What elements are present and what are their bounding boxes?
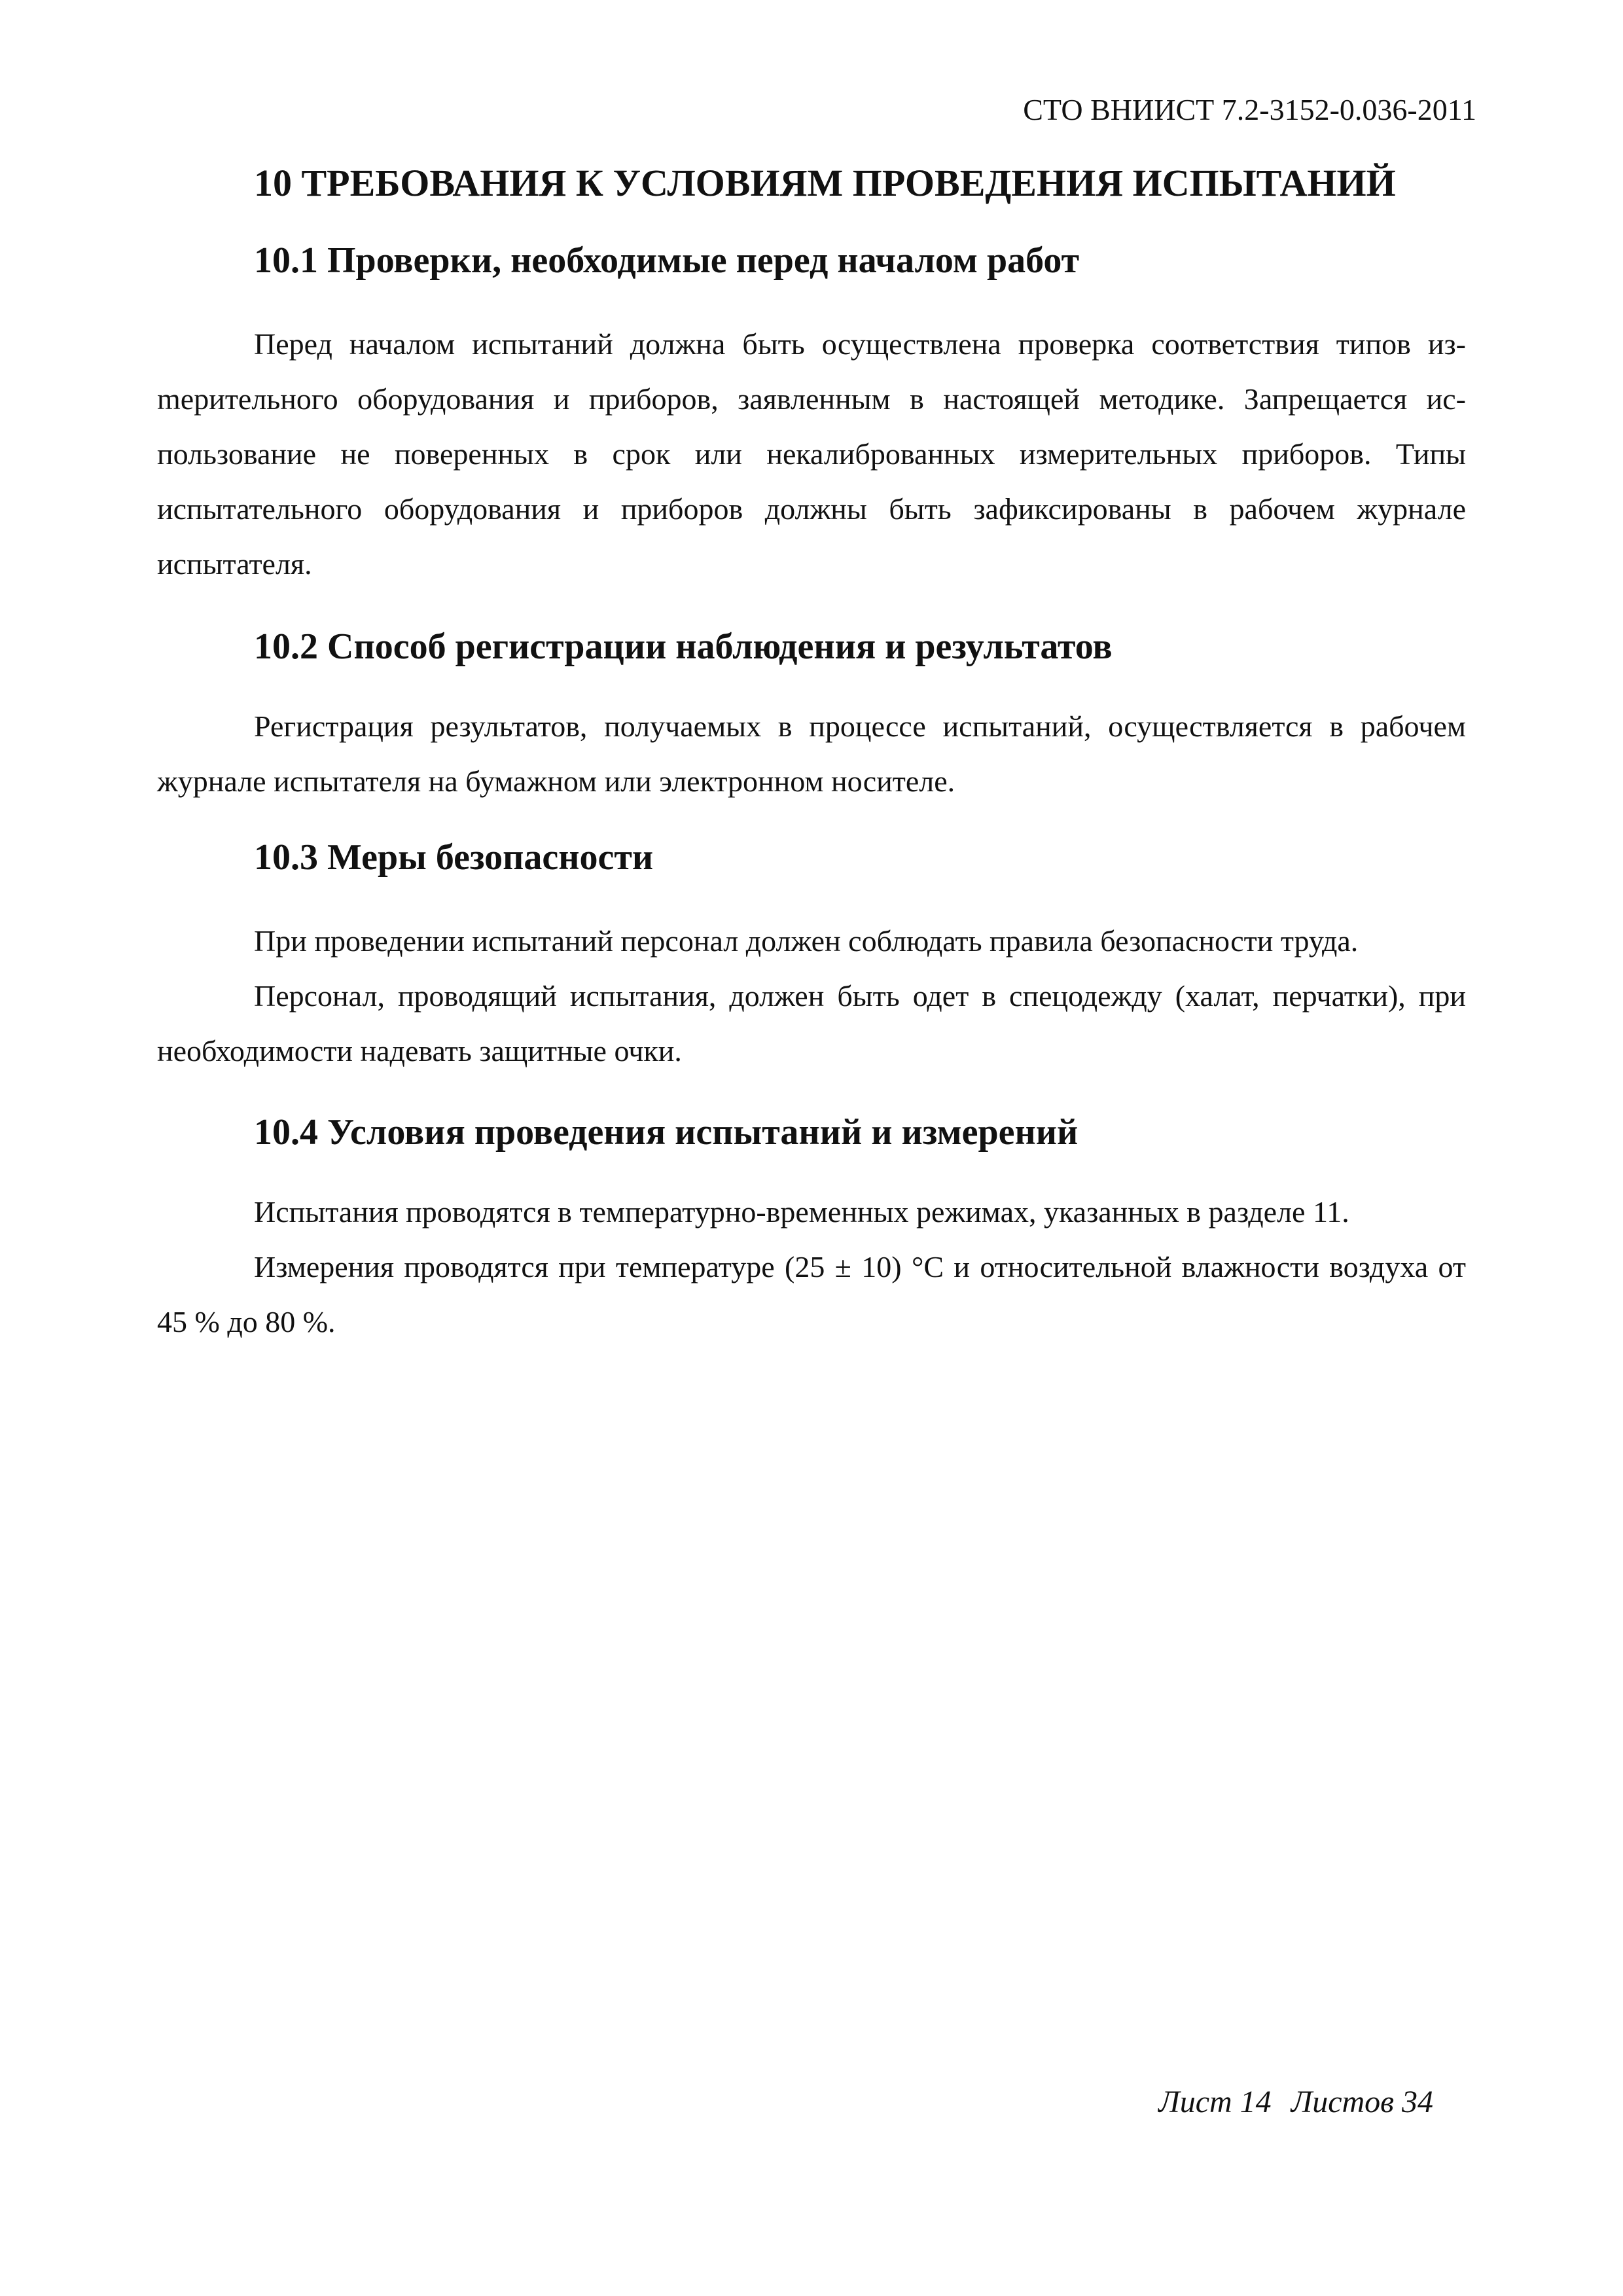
sheet-number: Лист 14: [1158, 2085, 1272, 2119]
section-title: 10.4 Условия проведения испытаний и измерений: [254, 1112, 1079, 1153]
section-10-1: [157, 234, 1466, 592]
section-title: 10.2 Способ регистрации наблюдения и результатов: [254, 626, 1113, 667]
section-10-4: [157, 1106, 1466, 1350]
section-title: 10.3 Меры безопасности: [254, 837, 654, 878]
sheets-total: Листов 34: [1291, 2085, 1433, 2119]
chapter-title: 10 ТРЕБОВАНИЯ К УСЛОВИЯМ ПРОВЕДЕНИЯ ИСПЫТАНИЙ: [254, 162, 1396, 204]
paragraph: При проведении испытаний персонал должен соблюдать правила безопасности труда.: [254, 924, 1359, 958]
section-10-3: [157, 831, 1466, 1079]
document-code: СТО ВНИИСТ 7.2-3152-0.036-2011: [1023, 93, 1476, 126]
sheet-counter: [1158, 2083, 1433, 2122]
section-10-2: [157, 620, 1466, 809]
paragraph: Персонал, проводящий испытания, должен быть одет в спецодежду (халат, перчатки), при необходимости надевать защитные очки.: [157, 979, 1466, 1067]
paragraph: Измерения проводятся при температуре (25 ± 10) °С и относительной влажности воздуха от 45 % до 80 %.: [157, 1250, 1466, 1338]
paragraph: Перед началом испытаний должна быть осуществлена проверка соответствия типов изmерительного оборудования и приборов, заявленным в настоящей методике. Запрещается использование не поверенных в срок или некалиброванных измерительных приборов. Типы испытательного оборудования и приборов должны быть зафиксированы в рабочем журнале испытателя.: [157, 327, 1466, 581]
paragraph: Регистрация результатов, получаемых в процессе испытаний, осуществляется в рабочем журнале испытателя на бумажном или электронном носителе.: [157, 709, 1466, 798]
paragraph: Испытания проводятся в температурно-временных режимах, указанных в разделе 11.: [254, 1195, 1349, 1229]
section-title: 10.1 Проверки, необходимые перед началом работ: [254, 240, 1080, 281]
